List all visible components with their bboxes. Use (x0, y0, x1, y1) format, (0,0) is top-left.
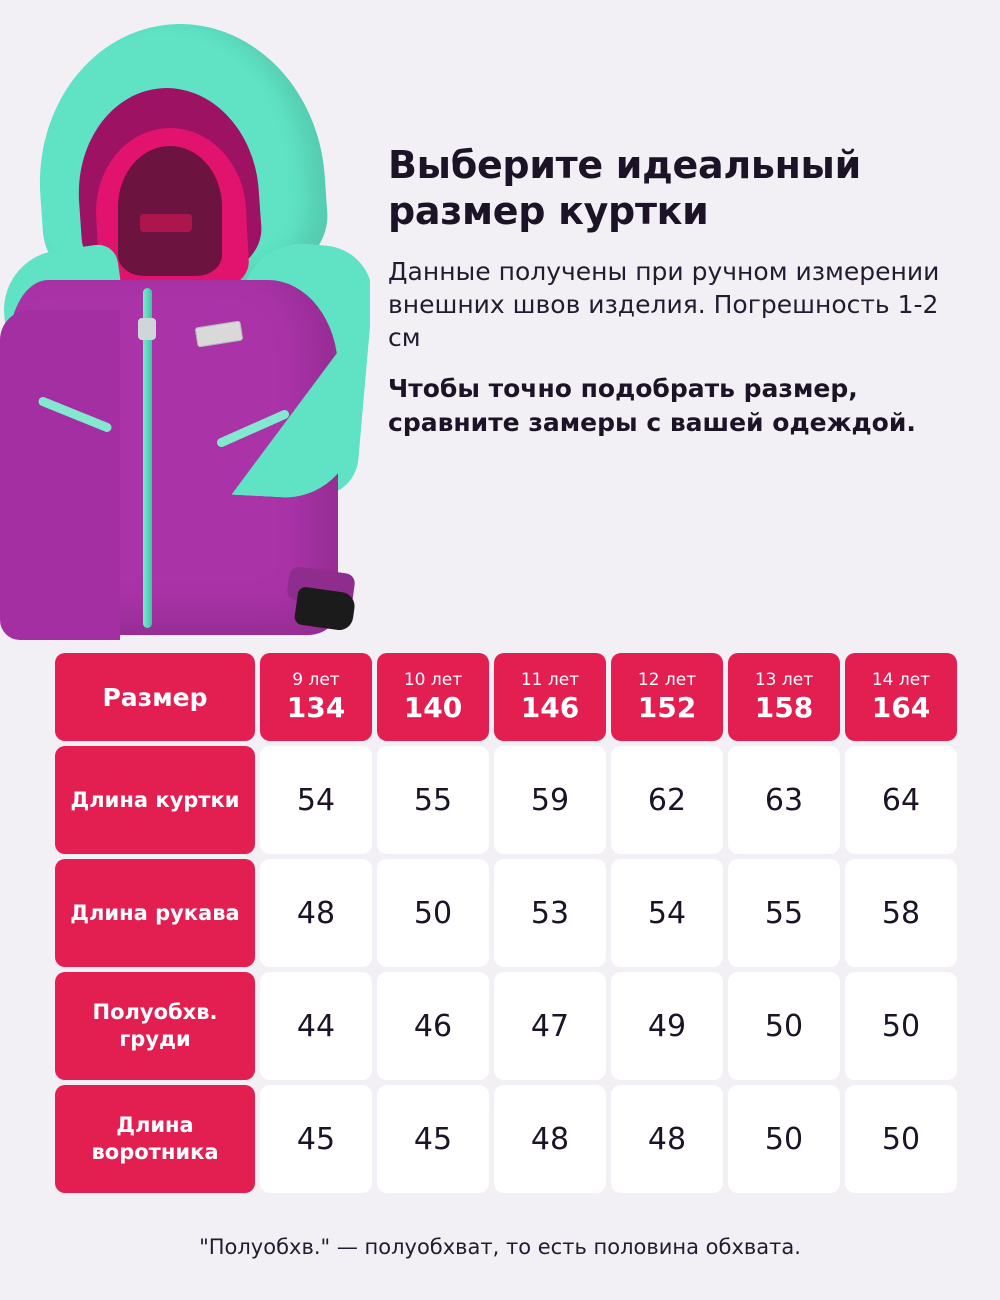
table-cell: 50 (845, 972, 957, 1080)
table-row (55, 1085, 957, 1193)
column-age: 9 лет (292, 670, 340, 691)
hero-section (0, 0, 1000, 640)
column-size: 152 (637, 691, 697, 725)
row-label: Длина воротника (55, 1085, 255, 1193)
column-size: 158 (754, 691, 814, 725)
header-text-block (388, 142, 948, 439)
jacket-cuff (294, 586, 357, 632)
column-age: 12 лет (637, 670, 697, 691)
table-cell: 50 (728, 1085, 840, 1193)
table-cell: 55 (377, 746, 489, 854)
row-label: Длина рукава (55, 859, 255, 967)
table-column-header (728, 653, 840, 741)
table-cell: 63 (728, 746, 840, 854)
size-table (50, 648, 962, 1198)
row-label: Длина куртки (55, 746, 255, 854)
table-cell: 48 (494, 1085, 606, 1193)
table-cell: 45 (260, 1085, 372, 1193)
jacket-body-left (0, 310, 120, 640)
table-cell: 47 (494, 972, 606, 1080)
table-cell: 44 (260, 972, 372, 1080)
table-cell: 53 (494, 859, 606, 967)
table-cell: 50 (845, 1085, 957, 1193)
footnote: "Полуобхв." — полуобхват, то есть половина обхвата. (199, 1235, 801, 1259)
table-cell: 45 (377, 1085, 489, 1193)
table-cell: 59 (494, 746, 606, 854)
row-label: Полуобхв. груди (55, 972, 255, 1080)
jacket-inner-shadow (118, 146, 222, 276)
table-cell: 50 (728, 972, 840, 1080)
table-cell: 54 (611, 859, 723, 967)
page-title: Выберите идеальный размер куртки (388, 143, 861, 234)
table-row (55, 972, 957, 1080)
column-age: 14 лет (871, 670, 931, 691)
column-size: 140 (403, 691, 463, 725)
jacket-logo (140, 214, 192, 232)
table-cell: 49 (611, 972, 723, 1080)
column-size: 146 (520, 691, 580, 725)
jacket-zipper-pull (138, 318, 156, 340)
table-cell: 48 (611, 1085, 723, 1193)
advice-note: Чтобы точно подобрать размер, сравните замеры с вашей одеждой. (388, 374, 916, 437)
table-cell: 54 (260, 746, 372, 854)
column-size: 134 (286, 691, 346, 725)
table-header-row (55, 653, 957, 741)
table-cell: 48 (260, 859, 372, 967)
table-column-header (377, 653, 489, 741)
measurement-note: Данные получены при ручном измерении внешних швов изделия. Погрешность 1-2 см (388, 256, 940, 353)
table-cell: 58 (845, 859, 957, 967)
table-row (55, 746, 957, 854)
column-age: 13 лет (754, 670, 814, 691)
table-corner-label: Размер (55, 653, 255, 741)
column-size: 164 (871, 691, 931, 725)
table-row (55, 859, 957, 967)
jacket-illustration (0, 18, 370, 633)
table-cell: 55 (728, 859, 840, 967)
column-age: 11 лет (520, 670, 580, 691)
size-table-wrapper (50, 648, 950, 1198)
table-cell: 62 (611, 746, 723, 854)
product-photo (0, 0, 370, 640)
table-column-header (611, 653, 723, 741)
table-column-header (260, 653, 372, 741)
column-age: 10 лет (403, 670, 463, 691)
table-cell: 64 (845, 746, 957, 854)
table-cell: 50 (377, 859, 489, 967)
table-column-header (845, 653, 957, 741)
table-column-header (494, 653, 606, 741)
table-cell: 46 (377, 972, 489, 1080)
